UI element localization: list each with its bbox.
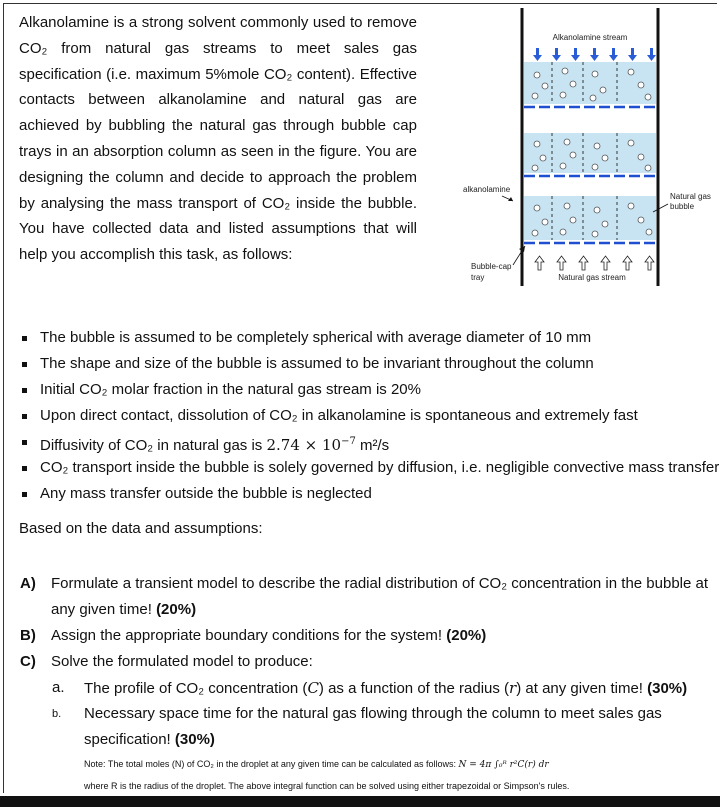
gas-bubble — [638, 154, 644, 160]
question-c-text: Solve the formulated model to produce: — [51, 653, 313, 670]
gas-bubble — [600, 87, 606, 93]
gas-bubble — [564, 203, 570, 209]
question-c-a — [0, 675, 720, 701]
question-c — [0, 649, 720, 675]
gas-bubble — [592, 231, 598, 237]
gas-bubble — [592, 71, 598, 77]
absorption-column-diagram — [455, 0, 720, 300]
bubble-cap-tray-label-1: Bubble-cap — [471, 262, 512, 271]
assumption-item: CO₂ transport inside the bubble is solely governed by diffusion, i.e. negligible convective mass transfer — [22, 455, 720, 481]
liquid-region-2 — [524, 133, 656, 173]
gas-bubble — [532, 93, 538, 99]
assumption-item: Any mass transfer outside the bubble is neglected — [22, 481, 720, 507]
gas-bubble — [645, 165, 651, 171]
down-arrows — [533, 48, 656, 61]
arrow-up-icon — [535, 256, 544, 270]
intro-paragraph: Alkanolamine is a strong solvent commonly used to remove CO₂ from natural gas streams to meet sales gas specification (i.e. maximum 5%mole CO₂ content). Effective contacts between alkanolamine and natural gas are achieved by bubbling the natural gas through bubble cap trays in an absorption column as seen in the figure. You are designing the column and decide to approach the problem by analysing the mass transport of CO₂ inside the bubble. You have collected data and listed assumptions that will help you accomplish this task, as follows: — [19, 14, 417, 264]
gas-bubble — [542, 83, 548, 89]
up-arrows — [535, 256, 654, 270]
assumptions-list — [22, 325, 720, 507]
question-b — [0, 623, 720, 649]
natural-gas-bubble-label-2: bubble — [670, 202, 695, 211]
gas-bubble — [562, 68, 568, 74]
bubble-cap-tray-label-2: tray — [471, 273, 485, 282]
gas-bubble — [570, 81, 576, 87]
assumption-item-diffusivity: Diffusivity of CO₂ in natural gas is $2.74 \times 10^{-7}$ m²/s — [22, 429, 720, 455]
based-on-heading: Based on the data and assumptions: — [19, 520, 263, 537]
liquid-region-3 — [524, 196, 656, 240]
assumption-item: The shape and size of the bubble is assumed to be invariant throughout the column — [22, 351, 720, 377]
arrow-down-icon — [533, 48, 542, 61]
gas-bubble — [638, 217, 644, 223]
gas-bubble — [602, 221, 608, 227]
gas-bubble — [594, 143, 600, 149]
gas-bubble — [564, 139, 570, 145]
question-c-a-letter: a. — [52, 679, 65, 696]
bottom-border — [0, 796, 720, 807]
gas-bubble — [540, 155, 546, 161]
gas-bubble — [560, 163, 566, 169]
question-b-letter: B) — [20, 627, 36, 644]
arrow-up-icon — [579, 256, 588, 270]
arrow-down-icon — [590, 48, 599, 61]
natural-gas-bubble-label-1: Natural gas — [670, 192, 711, 201]
gas-bubble — [532, 230, 538, 236]
gas-bubble — [560, 92, 566, 98]
question-c-a-text: The profile of CO₂ concentration (C) as a function of the radius (r) at any given time! (30%) — [84, 679, 688, 697]
arrow-up-icon — [645, 256, 654, 270]
gas-bubble — [628, 203, 634, 209]
gas-bubble — [570, 152, 576, 158]
gas-bubble — [628, 69, 634, 75]
gas-bubble — [534, 205, 540, 211]
question-c-letter: C) — [20, 653, 36, 670]
gas-bubble — [570, 217, 576, 223]
gas-bubble — [592, 164, 598, 170]
gas-bubble — [560, 229, 566, 235]
arrow-up-icon — [601, 256, 610, 270]
gas-bubble — [590, 95, 596, 101]
question-c-b — [0, 701, 720, 753]
gas-bubble — [628, 140, 634, 146]
alkanolamine-label: alkanolamine — [463, 185, 511, 194]
question-a-text: Formulate a transient model to describe the radial distribution of CO₂ concentration in the bubble at any given time! (20%) — [51, 575, 709, 618]
question-c-b-letter: b. — [52, 708, 62, 720]
assumption-item: The bubble is assumed to be completely spherical with average diameter of 10 mm — [22, 325, 720, 351]
question-b-text: Assign the appropriate boundary conditions for the system! (20%) — [51, 627, 487, 644]
gas-bubble — [532, 165, 538, 171]
arrow-down-icon — [552, 48, 561, 61]
arrow-down-icon — [571, 48, 580, 61]
gas-bubble — [534, 72, 540, 78]
gas-bubble — [638, 82, 644, 88]
arrow-down-icon — [609, 48, 618, 61]
gas-bubble — [645, 94, 651, 100]
question-c-b-text: Necessary space time for the natural gas flowing through the column to meet sales gas specification! (30%) — [84, 705, 662, 748]
gas-bubble — [646, 229, 652, 235]
question-a — [0, 571, 720, 623]
note-line-1: Note: The total moles (N) of CO₂ in the droplet at any given time can be calculated as follows: N = 4π ∫₀ᴿ r²C(r) dr — [84, 759, 549, 770]
arrow-up-icon — [557, 256, 566, 270]
gas-bubble — [542, 219, 548, 225]
natural-gas-stream-label: Natural gas stream — [558, 273, 626, 282]
note-line-2: where R is the radius of the droplet. The above integral function can be solved using either trapezoidal or Simpson's rules. — [84, 781, 570, 791]
arrow-down-icon — [628, 48, 637, 61]
assumption-item: Initial CO₂ molar fraction in the natural gas stream is 20% — [22, 377, 720, 403]
gas-bubble — [602, 155, 608, 161]
gas-bubble — [534, 141, 540, 147]
arrow-down-icon — [647, 48, 656, 61]
alkanolamine-stream-label: Alkanolamine stream — [552, 33, 628, 42]
question-a-letter: A) — [20, 575, 36, 592]
assumption-item: Upon direct contact, dissolution of CO₂ in alkanolamine is spontaneous and extremely fast — [22, 403, 720, 429]
arrow-up-icon — [623, 256, 632, 270]
gas-bubble — [594, 207, 600, 213]
